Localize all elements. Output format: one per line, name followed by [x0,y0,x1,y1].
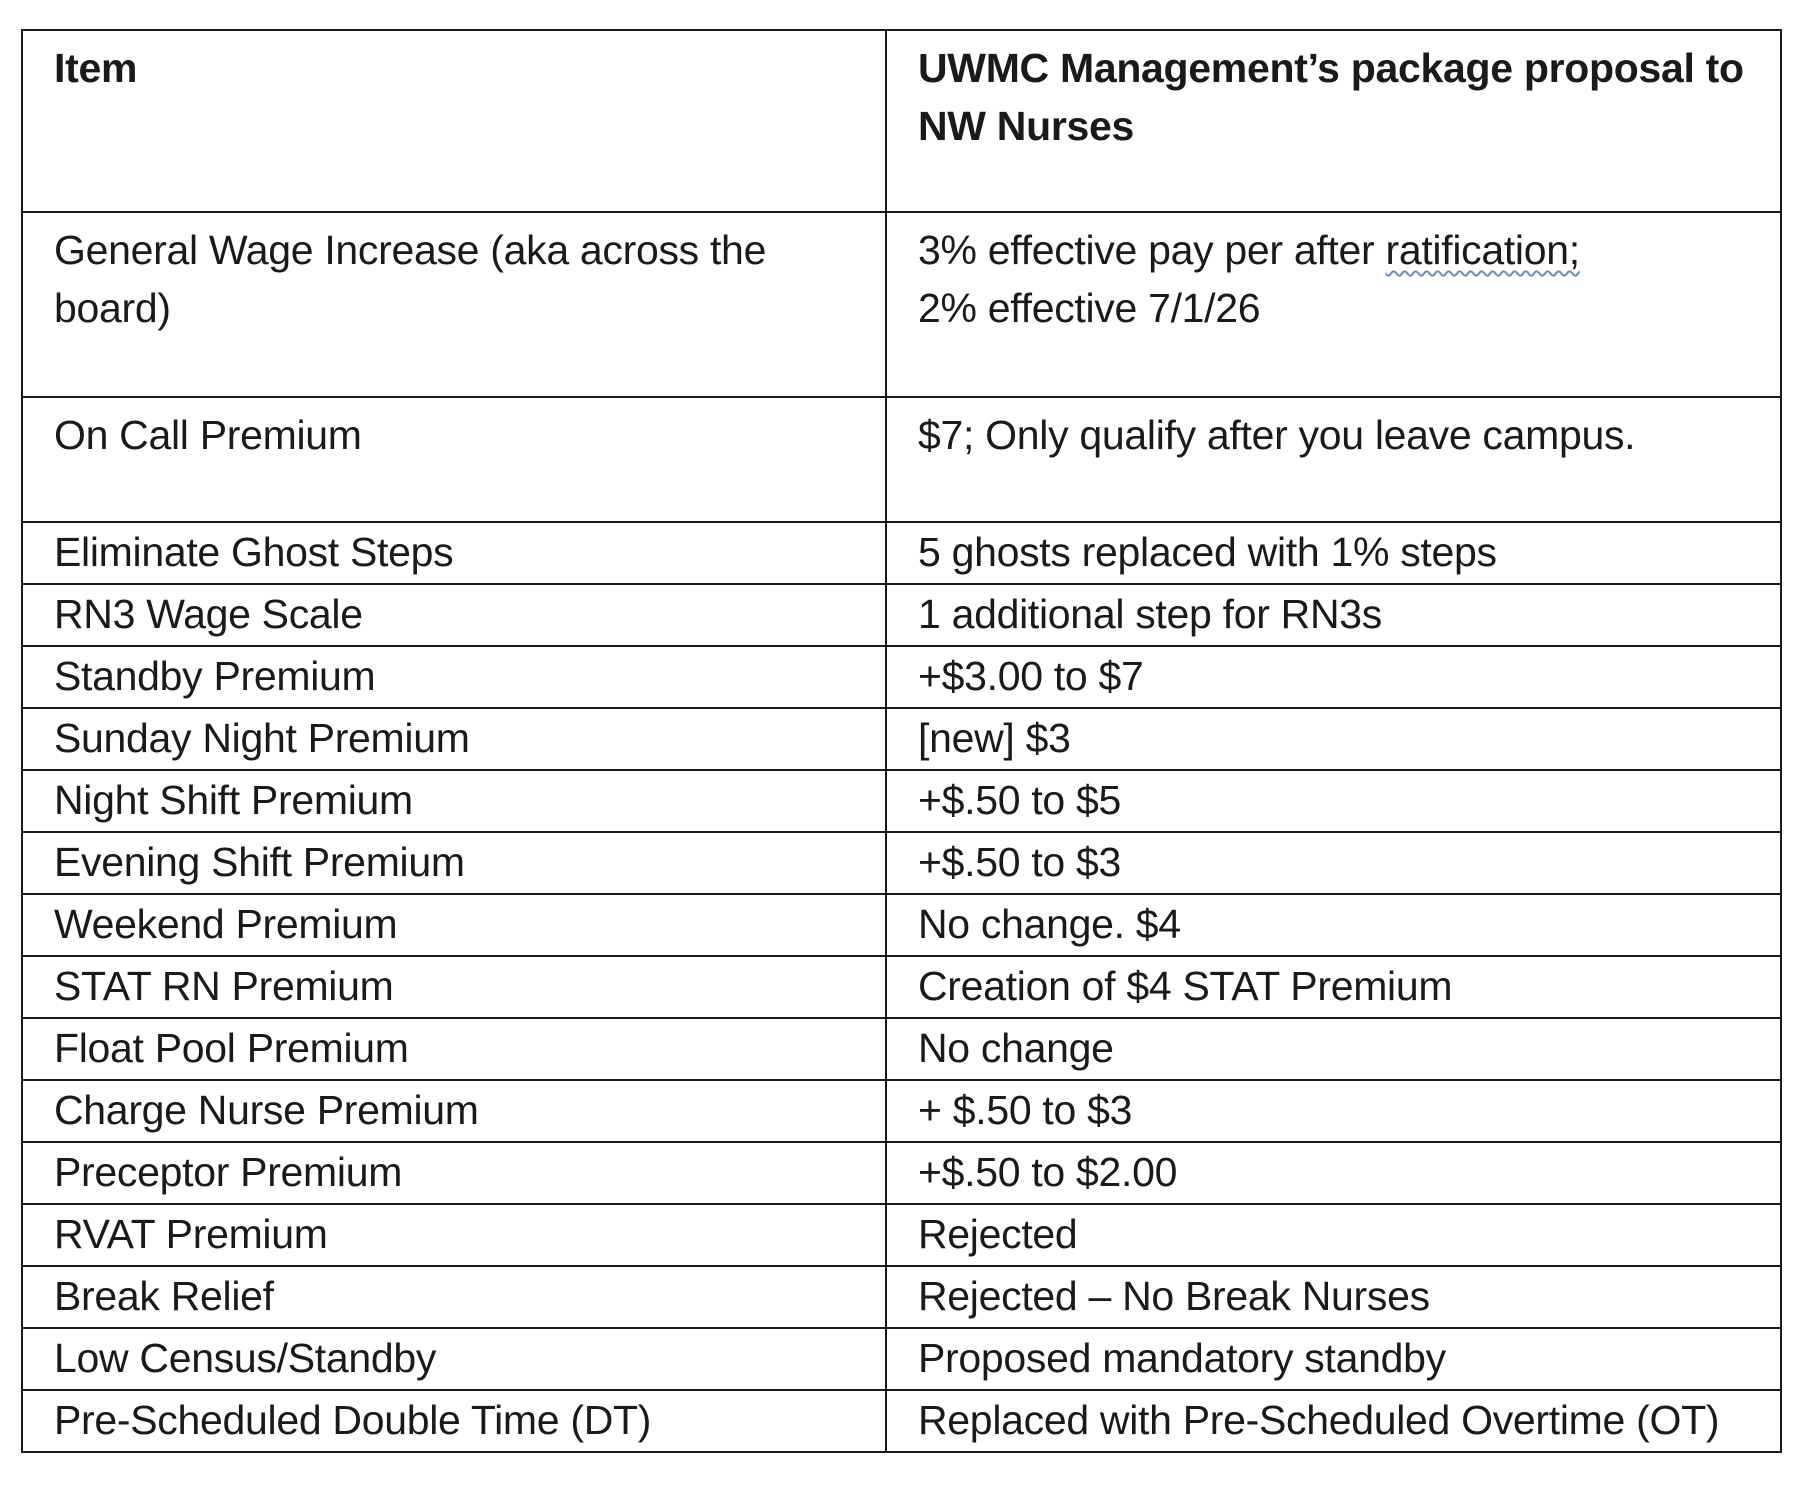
row-proposal [886,212,1781,397]
row-item: Preceptor Premium [22,1142,886,1204]
table-row [22,770,1781,832]
table-row [22,1204,1781,1266]
row-item: Low Census/Standby [22,1328,886,1390]
header-row [22,30,1781,212]
row-proposal: Proposed mandatory standby [886,1328,1781,1390]
row-item: Standby Premium [22,646,886,708]
table-row [22,1266,1781,1328]
table-row [22,584,1781,646]
proposal-line-1 [918,221,1772,279]
table-row [22,646,1781,708]
row-proposal: +$.50 to $2.00 [886,1142,1781,1204]
row-item: Break Relief [22,1266,886,1328]
row-item: Evening Shift Premium [22,832,886,894]
row-proposal: +$.50 to $5 [886,770,1781,832]
proposal-table [21,29,1782,1453]
row-item: Eliminate Ghost Steps [22,522,886,584]
table-row [22,397,1781,522]
table-row [22,1390,1781,1452]
row-item: Night Shift Premium [22,770,886,832]
row-item: General Wage Increase (aka across the board) [22,212,886,397]
row-item: RVAT Premium [22,1204,886,1266]
table-row [22,956,1781,1018]
table-row [22,832,1781,894]
row-item: Charge Nurse Premium [22,1080,886,1142]
row-proposal: $7; Only qualify after you leave campus. [886,397,1781,522]
table-row [22,708,1781,770]
row-item: Weekend Premium [22,894,886,956]
row-item: RN3 Wage Scale [22,584,886,646]
row-proposal: [new] $3 [886,708,1781,770]
row-proposal: Replaced with Pre-Scheduled Overtime (OT) [886,1390,1781,1452]
row-proposal: Creation of $4 STAT Premium [886,956,1781,1018]
row-item: Pre-Scheduled Double Time (DT) [22,1390,886,1452]
header-item: Item [22,30,886,212]
row-proposal: Rejected [886,1204,1781,1266]
row-proposal: +$3.00 to $7 [886,646,1781,708]
row-proposal: +$.50 to $3 [886,832,1781,894]
row-proposal: No change. $4 [886,894,1781,956]
row-proposal: Rejected – No Break Nurses [886,1266,1781,1328]
table-row [22,1080,1781,1142]
table-row [22,1328,1781,1390]
row-proposal: 5 ghosts replaced with 1% steps [886,522,1781,584]
row-item: On Call Premium [22,397,886,522]
row-proposal: 1 additional step for RN3s [886,584,1781,646]
table-row [22,1018,1781,1080]
table-row [22,1142,1781,1204]
header-proposal: UWMC Management’s package proposal to NW Nurses [886,30,1781,212]
row-proposal: No change [886,1018,1781,1080]
table-row [22,894,1781,956]
table-row [22,212,1781,397]
proposal-text: 3% effective pay per after [918,227,1386,273]
spellcheck-flagged-word: ratification; [1385,227,1580,273]
proposal-line-2: 2% effective 7/1/26 [918,285,1261,331]
row-item: Float Pool Premium [22,1018,886,1080]
row-item: Sunday Night Premium [22,708,886,770]
row-proposal: + $.50 to $3 [886,1080,1781,1142]
table-row [22,522,1781,584]
row-item: STAT RN Premium [22,956,886,1018]
